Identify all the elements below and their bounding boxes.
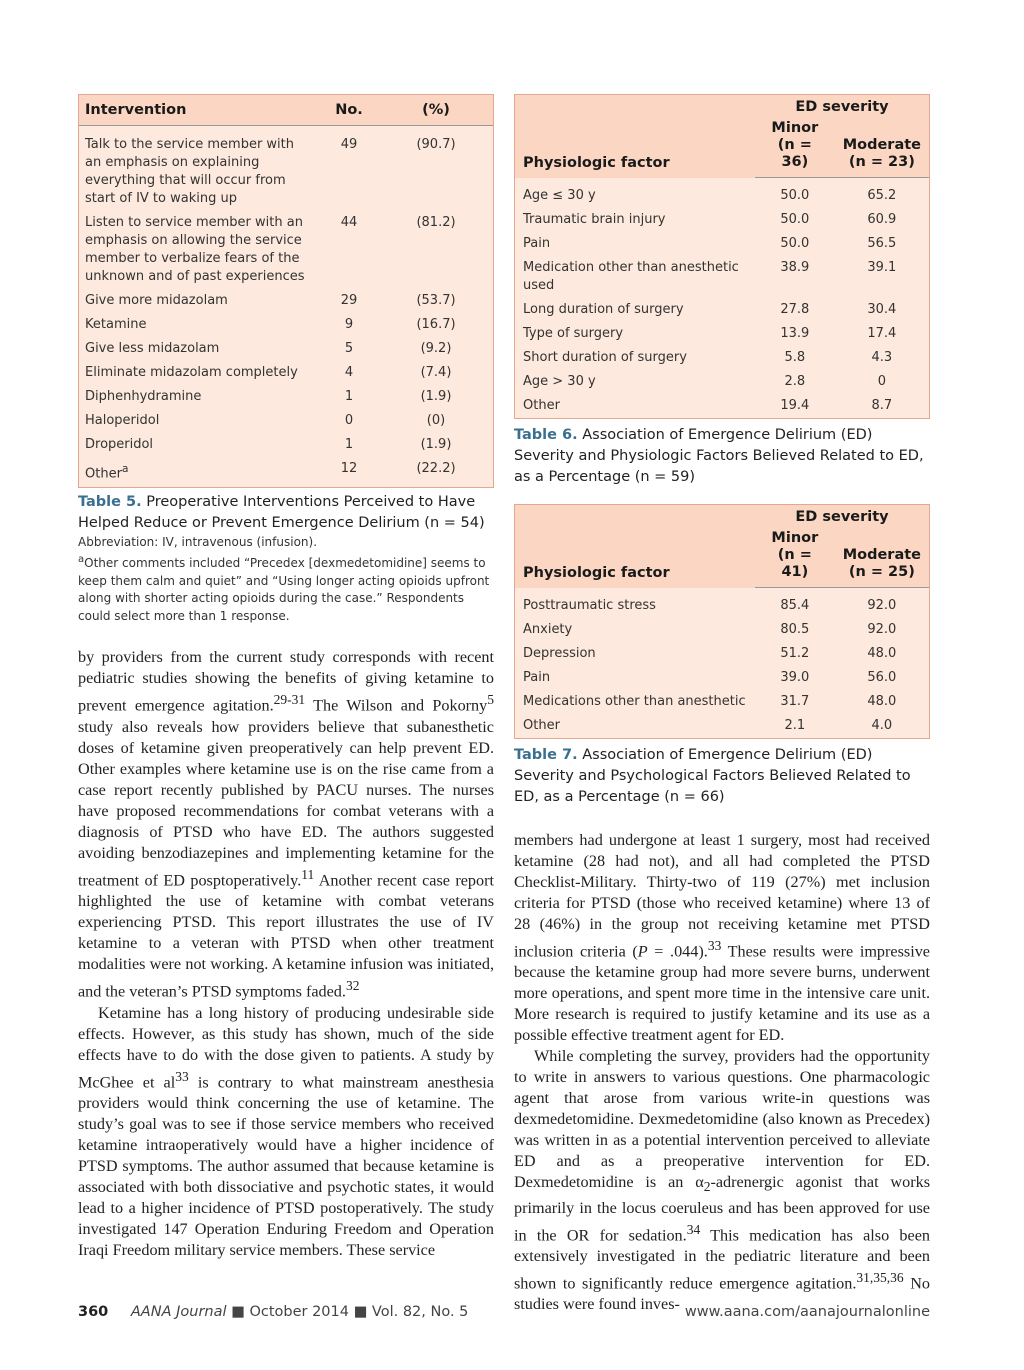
table-row xyxy=(79,409,493,433)
table-row xyxy=(515,666,929,690)
table-cell: 50.0 xyxy=(780,212,810,227)
table-cell: 30.4 xyxy=(867,302,897,317)
table-cell: (1.9) xyxy=(420,436,452,452)
column-header: Moderate (n = 23) xyxy=(835,116,929,178)
issue-date: October 2014 xyxy=(249,1304,349,1320)
table-7 xyxy=(514,504,930,739)
table-cell: Posttraumatic stress xyxy=(523,597,656,613)
caption-label: Table 5. xyxy=(78,493,142,510)
table-cell: 5 xyxy=(344,340,354,356)
table-row xyxy=(515,714,929,738)
table-cell: 4 xyxy=(344,364,354,380)
table-row xyxy=(79,433,493,457)
table-cell: 2.8 xyxy=(784,374,806,389)
caption-label: Table 6. xyxy=(514,427,578,443)
table-cell: 51.2 xyxy=(780,646,810,661)
table-cell: 2.1 xyxy=(784,718,806,733)
volume: Vol. 82, No. 5 xyxy=(371,1304,469,1320)
table-cell: Diphenhydramine xyxy=(85,388,202,404)
table-cell: 9 xyxy=(344,316,354,332)
table-row xyxy=(515,256,929,298)
column-header: Moderate (n = 25) xyxy=(835,526,929,588)
table-cell: 92.0 xyxy=(867,622,897,637)
table-cell: 5.8 xyxy=(784,350,806,365)
table-row xyxy=(515,208,929,232)
table-cell: 44 xyxy=(340,214,358,230)
table-6-caption xyxy=(514,425,930,488)
table-cell: 50.0 xyxy=(780,188,810,203)
column-header: ED severity xyxy=(755,505,929,526)
table-cell: 19.4 xyxy=(780,398,810,413)
table-cell: Other xyxy=(523,718,560,733)
table-cell: Talk to the service member with an emphasis on explaining everything that will occur from start of IV to waking up xyxy=(85,136,295,206)
table-row xyxy=(79,289,493,313)
table-cell: 39.1 xyxy=(867,260,897,275)
column-header: Minor (n = 41) xyxy=(755,526,835,588)
caption-text: Association of Emergence Delirium (ED) Severity and Physiologic Factors Believed Related to ED, as a Percentage (n = 59) xyxy=(514,427,924,485)
table-row xyxy=(515,322,929,346)
table-cell: Give more midazolam xyxy=(85,292,228,308)
table-cell: Eliminate midazolam completely xyxy=(85,364,298,380)
page-number: 360 xyxy=(78,1304,109,1320)
right-body-text xyxy=(514,830,930,1315)
table-cell: (7.4) xyxy=(420,364,452,380)
table-row xyxy=(515,178,929,209)
table-cell: Anxiety xyxy=(523,622,573,637)
table-cell: 39.0 xyxy=(780,670,810,685)
table-cell: 49 xyxy=(340,136,358,152)
table-cell: 0 xyxy=(344,412,354,428)
table-row xyxy=(515,232,929,256)
table-cell: Age ≤ 30 y xyxy=(523,187,596,203)
table-cell: Medications other than anesthetic xyxy=(523,694,746,709)
paragraph: While completing the survey, providers had the opportunity to write in answers to various questions. One pharmacologic agent that arose from various write-in questions was dexmedetomidine. Dexmedetomidine (also known as Precedex) was written in as a potential intervention perceived to alleviate ED and as a preoperative intervention for ED. Dexmedetomidine is an $\alpha_2$-adrenergic agonist that works primarily in the locus coeruleus and has been approved for use in the OR for sedation.$^{34}$ This medication has also been extensively investigated in the pediatric literature and been shown to significantly reduce emergence agitation.$^{31,35,36}$ No studies were found inves- xyxy=(514,1047,931,1314)
table-row xyxy=(79,457,493,487)
table-cell: Pain xyxy=(523,236,551,251)
caption-text: Preoperative Interventions Perceived to Have Helped Reduce or Prevent Emergence Delirium (n = 54) xyxy=(78,493,485,531)
table-row xyxy=(79,313,493,337)
table-cell: 48.0 xyxy=(867,694,897,709)
table-row xyxy=(515,642,929,666)
page-footer xyxy=(78,1304,930,1320)
table-cell: 48.0 xyxy=(867,646,897,661)
table-cell: (0) xyxy=(426,412,446,428)
table-cell: (81.2) xyxy=(416,214,456,230)
column-header: No. xyxy=(319,95,379,125)
table-cell: 12 xyxy=(340,460,358,476)
table-cell: 29 xyxy=(340,292,358,308)
table-6 xyxy=(514,94,930,419)
table-7-caption xyxy=(514,745,930,808)
paragraph: members had undergone at least 1 surgery, most had received ketamine (28 had not), and all had completed the PTSD Checklist-Military. Thirty-two of 119 (27%) met inclusion criteria for PTSD (those who received ketamine) where 13 of 28 (46%) in the group not receiving ketamine met PTSD inclusion criteria (P = .044).$^{33}$ These results were impressive because the ketamine group had more severe burns, underwent more operations, and spent more time in the intensive care unit. More research is required to justify ketamine and its use as a possible effective treatment agent for ED. xyxy=(514,831,930,1045)
journal-name: AANA Journal xyxy=(130,1304,227,1320)
table-cell: Depression xyxy=(523,646,596,661)
table-cell: Traumatic brain injury xyxy=(523,212,666,227)
table-cell: 1 xyxy=(344,388,354,404)
table-5-footnote: $^a$Other comments included “Precedex [dexmedetomidine] seems to keep them calm and quiet” and “Using longer acting opioids upfront along with shorter acting opioids during the case.” Respondents could select more than 1 response. xyxy=(78,554,490,623)
table-cell: Type of surgery xyxy=(523,326,624,341)
table-5 xyxy=(78,94,494,488)
table-cell: 92.0 xyxy=(867,598,897,613)
table-cell: 8.7 xyxy=(871,398,893,413)
table-row xyxy=(79,125,493,211)
table-cell: 56.0 xyxy=(867,670,897,685)
table-cell: Long duration of surgery xyxy=(523,302,684,317)
column-header: Physiologic factor xyxy=(515,95,755,178)
column-header: Minor (n = 36) xyxy=(755,116,835,178)
table-row xyxy=(79,211,493,289)
table-cell: Age > 30 y xyxy=(523,374,596,389)
table-cell: 38.9 xyxy=(780,260,810,275)
table-cell: 31.7 xyxy=(780,694,810,709)
table-cell: Short duration of surgery xyxy=(523,350,687,365)
table-cell: (53.7) xyxy=(416,292,456,308)
table-cell: 17.4 xyxy=(867,326,897,341)
table-row xyxy=(79,361,493,385)
journal-url[interactable]: www.aana.com/aanajournalonline xyxy=(684,1304,930,1320)
table-row xyxy=(515,394,929,418)
table-cell: Other xyxy=(523,398,560,413)
table-cell: 4.3 xyxy=(871,350,893,365)
table-cell: 65.2 xyxy=(867,188,897,203)
table-row xyxy=(515,370,929,394)
table-cell: (1.9) xyxy=(420,388,452,404)
table-5-abbreviation: Abbreviation: IV, intravenous (infusion). xyxy=(78,534,318,549)
table-row xyxy=(515,690,929,714)
table-cell: 4.0 xyxy=(871,718,893,733)
table-cell: 13.9 xyxy=(780,326,810,341)
column-header: Physiologic factor xyxy=(515,505,755,588)
table-cell: 60.9 xyxy=(867,212,897,227)
caption-label: Table 7. xyxy=(514,747,578,763)
table-5-caption xyxy=(78,492,494,534)
column-header: Intervention xyxy=(79,95,319,125)
separator: ■ xyxy=(353,1304,368,1320)
table-cell: 27.8 xyxy=(780,302,810,317)
table-cell: (16.7) xyxy=(416,316,456,332)
caption-text: Association of Emergence Delirium (ED) Severity and Psychological Factors Believed Related to ED, as a Percentage (n = 66) xyxy=(514,747,911,805)
table-cell: 56.5 xyxy=(867,236,897,251)
table-cell: Pain xyxy=(523,670,551,685)
table-cell: (90.7) xyxy=(416,136,456,152)
table-header-row xyxy=(79,95,493,125)
paragraph: Ketamine has a long history of producing undesirable side effects. However, as this study has shown, much of the side effects have to do with the dose given to patients. A study by McGhee et $al^{33}$ is contrary to what mainstream anesthesia providers would think concerning the use of ketamine. The study’s goal was to see if those service members who received ketamine intraoperatively would have a higher incidence of PTSD symptoms. The author assumed that because ketamine is associated with both dissociative and psychotic states, it would lead to a higher incidence of PTSD postoperatively. The study investigated 147 Operation Enduring Freedom and Operation Iraqi Freedom military service members. These service xyxy=(78,1003,494,1259)
table-cell: 50.0 xyxy=(780,236,810,251)
table-cell: (9.2) xyxy=(420,340,452,356)
table-row xyxy=(79,337,493,361)
table-row xyxy=(515,618,929,642)
table-cell: Droperidol xyxy=(85,436,154,452)
left-column xyxy=(78,94,494,1261)
table-cell: 85.4 xyxy=(780,598,810,613)
table-row xyxy=(515,346,929,370)
table-row xyxy=(515,298,929,322)
table-cell: 80.5 xyxy=(780,622,810,637)
table-cell: 1 xyxy=(344,436,354,452)
table-cell: Haloperidol xyxy=(85,412,160,428)
table-cell: 0 xyxy=(877,374,886,389)
table-row xyxy=(79,385,493,409)
right-column xyxy=(514,94,930,1315)
table-cell: Listen to service member with an emphasis on allowing the service member to verbalize fears of the unknown and of past experiences xyxy=(85,214,305,284)
table-cell: (22.2) xyxy=(416,460,456,476)
table-cell: Give less midazolam xyxy=(85,340,220,356)
paragraph: by providers from the current study corresponds with recent pediatric studies showing the benefits of giving ketamine to prevent emergence agitation.$^{29-31}$ The Wilson and Pokorny$^5$ study also reveals how providers believe that subanesthetic doses of ketamine given preoperatively can help prevent ED. Other examples where ketamine use is on the rise came from a case report recently published by PACU nurses. The nurses have proposed recommendations for combat veterans with a diagnosis of PTSD who have ED. The authors suggested avoiding benzodiazepines and implementing ketamine for the treatment of ED posptoperatively.$^{11}$ Another recent case report highlighted the use of ketamine with combat veterans experiencing PTSD. This report illustrates the use of IV ketamine to a veteran with PTSD when other treatment modalities were not working. A ketamine infusion was initiated, and the veteran’s PTSD symptoms faded.$^{32}$ xyxy=(78,648,494,1001)
table-cell: Ketamine xyxy=(85,316,147,332)
table-cell: Medication other than anesthetic used xyxy=(523,260,739,293)
separator: ■ xyxy=(231,1304,245,1320)
table-row xyxy=(515,588,929,619)
left-body-text xyxy=(78,647,494,1261)
table-cell: Other$^a$ xyxy=(85,461,129,481)
column-header: (%) xyxy=(379,95,493,125)
column-header: ED severity xyxy=(755,95,929,116)
